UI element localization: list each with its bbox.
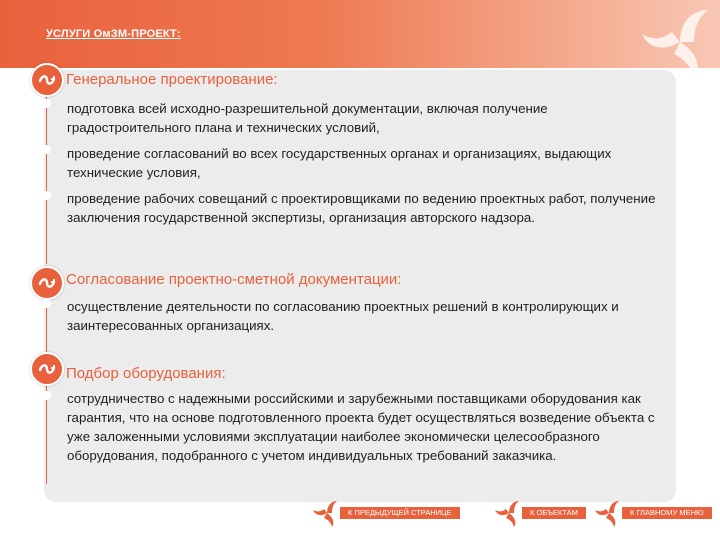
- main-menu-label: К ГЛАВНОМУ МЕНЮ: [622, 507, 712, 519]
- section-bullet-icon: [30, 352, 64, 386]
- company-logo-icon: [312, 498, 342, 528]
- page-title: УСЛУГИ ОмЗМ-ПРОЕКТ:: [46, 28, 181, 40]
- prev-page-button[interactable]: [312, 496, 460, 530]
- section-bullet-icon: [30, 63, 64, 97]
- list-item: осуществление деятельности по согласованию проектных решений в контролирующих и заинтересованных организациях.: [67, 299, 619, 333]
- section-bullet-icon: [30, 266, 64, 300]
- objects-label: К ОБЪЕКТАМ: [522, 507, 586, 519]
- item-bullet: [42, 299, 51, 308]
- company-logo-icon: [494, 498, 524, 528]
- list-item: подготовка всей исходно-разрешительной документации, включая получение градостроительного плана и технических условий,: [67, 101, 548, 135]
- prev-page-label: К ПРЕДЫДУЩЕЙ СТРАНИЦЕ: [340, 507, 460, 519]
- item-bullet: [42, 145, 51, 154]
- item-bullet: [42, 391, 51, 400]
- section-title-equipment: Подбор оборудования:: [66, 365, 226, 382]
- section-connector: [46, 92, 47, 264]
- item-bullet: [42, 99, 51, 108]
- objects-button[interactable]: [494, 496, 586, 530]
- section-title-general-design: Генеральное проектирование:: [66, 71, 278, 88]
- main-menu-button[interactable]: [594, 496, 712, 530]
- list-item: проведение рабочих совещаний с проектировщиками по ведению проектных работ, получение заключения государственной экспертизы, организация авторского надзора.: [67, 191, 656, 225]
- section-title-approval: Согласование проектно-сметной документации:: [66, 271, 402, 288]
- list-item: сотрудничество с надежными российскими и зарубежными поставщиками оборудования как гарантия, что на основе подготовленного проекта будет осуществляться возведение объекта с уже заложенными условиями эксплуатации наиболее экономически целесообразного оборудования, подобранного с учетом индивидуальных требований заказчика.: [67, 391, 655, 463]
- company-logo-icon: [594, 498, 624, 528]
- item-bullet: [42, 191, 51, 200]
- list-item: проведение согласований во всех государственных органах и организациях, выдающих технические условия,: [67, 146, 612, 180]
